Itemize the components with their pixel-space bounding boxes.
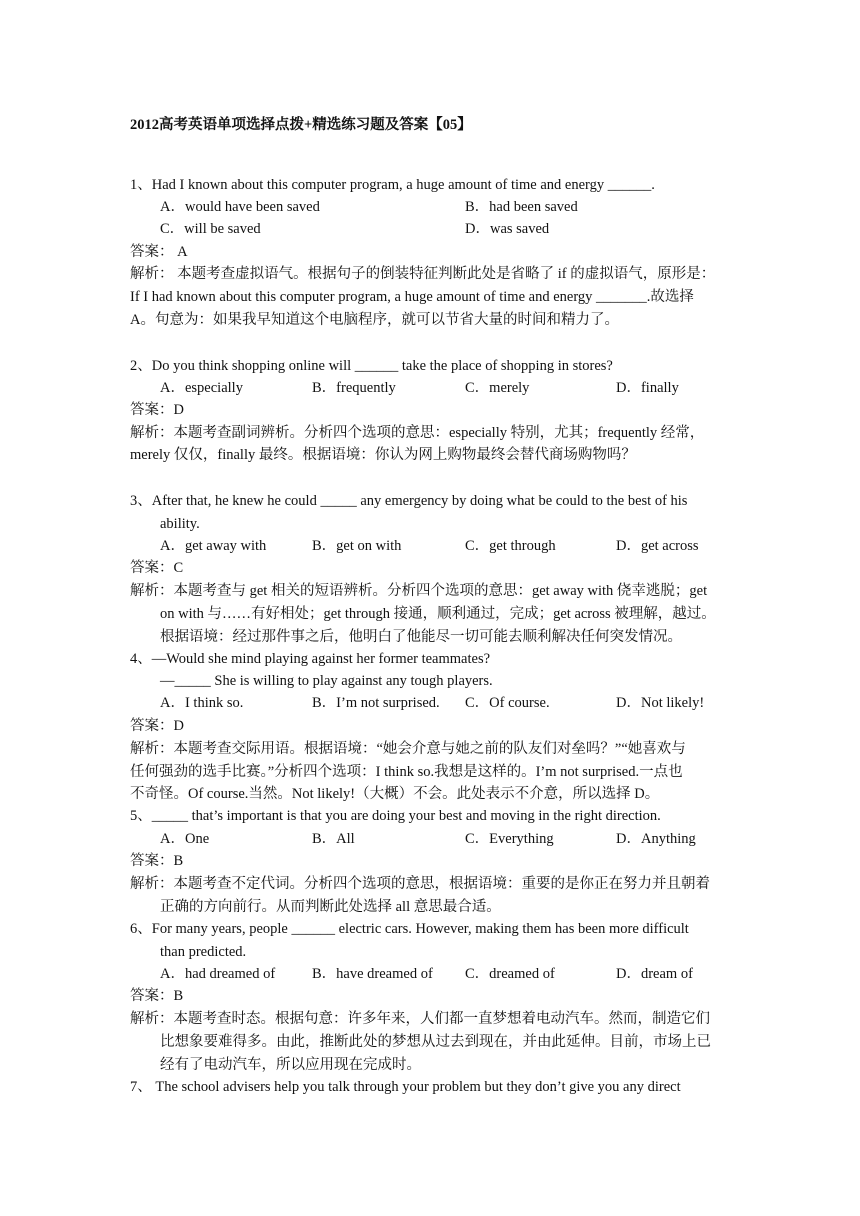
q2-analysis-line: 解析：本题考查副词辨析。分析四个选项的意思：especially 特别，尤其；frequently 经常， [130, 425, 705, 441]
q1-option-a: A．would have been saved [160, 199, 320, 215]
q5-stem: 5、_____ that’s important is that you are doing your best and moving in the right direction. [130, 808, 661, 824]
q2-option-b: B．frequently [312, 380, 396, 396]
q4-analysis-line: 不奇怪。Of course.当然。Not likely!（大概）不会。此处表示不介意，所以选择 D。 [130, 786, 660, 802]
q4-option-b: B．I’m not surprised. [312, 695, 440, 711]
q6-answer: 答案：B [130, 988, 184, 1004]
q6-stem-continued: than predicted. [160, 944, 247, 960]
q3-option-a: A．get away with [160, 538, 267, 554]
q4-stem: 4、—Would she mind playing against her former teammates? [130, 651, 491, 667]
q5-option-b: B．All [312, 831, 355, 847]
document-title: 2012高考英语单项选择点拨+精选练习题及答案【05】 [130, 117, 472, 133]
q1-analysis-line: A。句意为：如果我早知道这个电脑程序，就可以节省大量的时间和精力了。 [130, 312, 619, 328]
q3-option-b: B．get on with [312, 538, 402, 554]
q1-option-b: B．had been saved [465, 199, 578, 215]
q4-answer: 答案：D [130, 718, 184, 734]
q7-stem: 7、 The school advisers help you talk through your problem but they don’t give you any direct [130, 1079, 681, 1095]
q4-option-a: A．I think so. [160, 695, 244, 711]
q1-answer: 答案： A [130, 244, 188, 260]
q6-analysis-line: 经有了电动汽车，所以应用现在完成时。 [160, 1057, 421, 1073]
q4-analysis-line: 解析：本题考查交际用语。根据语境：“她会介意与她之前的队友们对垒吗？”“她喜欢与 [130, 741, 686, 757]
q2-option-a: A．especially [160, 380, 243, 396]
q1-analysis-line: If I had known about this computer program, a huge amount of time and energy _______.故选择 [130, 289, 694, 305]
q1-analysis-line: 解析： 本题考查虚拟语气。根据句子的倒装特征判断此处是省略了 if 的虚拟语气，原形是： [130, 266, 716, 282]
q3-analysis-line: 解析：本题考查与 get 相关的短语辨析。分析四个选项的意思：get away with 侥幸逃脱；get [130, 583, 708, 599]
q1-stem: 1、Had I known about this computer program, a huge amount of time and energy ______. [130, 177, 655, 193]
q5-analysis-line: 正确的方向前行。从而判断此处选择 all 意思最合适。 [160, 899, 501, 915]
q5-option-c: C．Everything [465, 831, 554, 847]
q2-analysis-line: merely 仅仅，finally 最终。根据语境：你认为网上购物最终会替代商场购物吗？ [130, 447, 636, 463]
q2-stem: 2、Do you think shopping online will ______ take the place of shopping in stores? [130, 358, 613, 374]
q6-analysis-line: 解析：本题考查时态。根据句意：许多年来，人们都一直梦想着电动汽车。然而，制造它们 [130, 1011, 710, 1027]
q5-option-a: A．One [160, 831, 210, 847]
q2-option-c: C．merely [465, 380, 530, 396]
q1-option-d: D．was saved [465, 221, 550, 237]
q3-answer: 答案：C [130, 560, 184, 576]
q5-analysis-line: 解析：本题考查不定代词。分析四个选项的意思，根据语境：重要的是你正在努力并且朝着 [130, 876, 710, 892]
q4-option-d: D．Not likely! [616, 695, 705, 711]
q6-option-a: A．had dreamed of [160, 966, 276, 982]
q5-answer: 答案：B [130, 853, 184, 869]
q3-option-d: D．get across [616, 538, 699, 554]
q2-option-d: D．finally [616, 380, 679, 396]
q3-analysis-line: 根据语境：经过那件事之后，他明白了他能尽一切可能去顺利解决任何突发情况。 [160, 629, 682, 645]
q1-option-c: C．will be saved [160, 221, 261, 237]
q3-stem: 3、After that, he knew he could _____ any emergency by doing what be could to the best of his [130, 493, 688, 509]
q3-option-c: C．get through [465, 538, 556, 554]
q6-option-d: D．dream of [616, 966, 693, 982]
q6-analysis-line: 比想象要难得多。由此，推断此处的梦想从过去到现在，并由此延伸。目前，市场上已 [160, 1034, 711, 1050]
q3-analysis-line: on with 与……有好相处；get through 接通，顺利通过，完成；get across 被理解，越过。 [160, 606, 716, 622]
q6-stem: 6、For many years, people ______ electric cars. However, making them has been more difficult [130, 921, 689, 937]
q6-option-b: B．have dreamed of [312, 966, 433, 982]
q4-stem-reply: —_____ She is willing to play against any tough players. [160, 673, 493, 689]
q2-answer: 答案：D [130, 402, 184, 418]
q4-analysis-line: 任何强劲的选手比赛。”分析四个选项：I think so.我想是这样的。I’m not surprised.一点也 [130, 764, 683, 780]
q4-option-c: C．Of course. [465, 695, 550, 711]
q3-stem-continued: ability. [160, 516, 200, 532]
q5-option-d: D．Anything [616, 831, 696, 847]
q6-option-c: C．dreamed of [465, 966, 555, 982]
